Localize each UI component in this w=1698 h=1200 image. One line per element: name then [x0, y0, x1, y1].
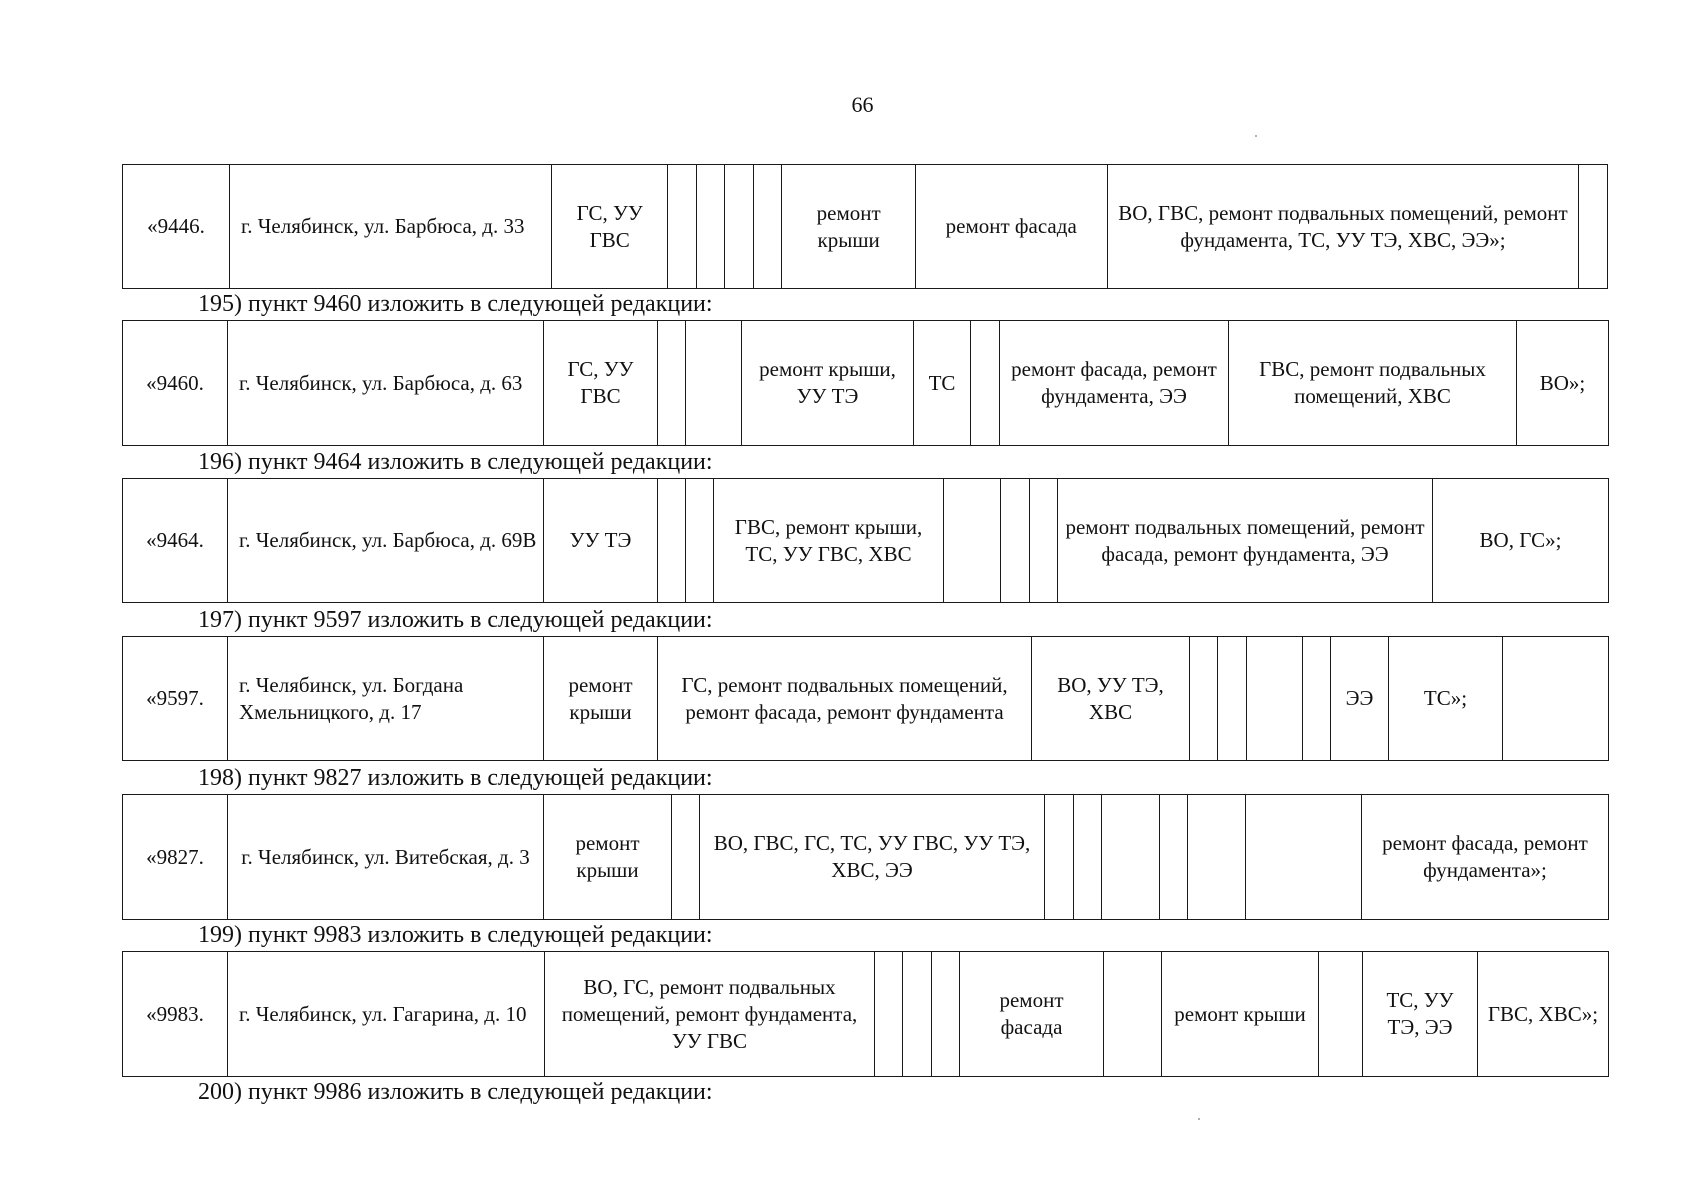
work-cell: УУ ТЭ — [544, 479, 658, 603]
work-cell: ремонт крыши — [1162, 952, 1319, 1077]
record-number: «9597. — [123, 637, 228, 761]
record-table-9460 — [122, 320, 1609, 446]
amendment-heading-198: 198) пункт 9827 изложить в следующей редакции: — [198, 765, 713, 791]
work-cell: ЭЭ — [1331, 637, 1389, 761]
work-cell: ВО, ГВС, ГС, ТС, УУ ГВС, УУ ТЭ, ХВС, ЭЭ — [700, 795, 1045, 920]
amendment-heading-197: 197) пункт 9597 изложить в следующей редакции: — [198, 607, 713, 633]
empty-cell — [932, 952, 960, 1077]
scan-speck — [1198, 1118, 1200, 1120]
work-cell: ВО»; — [1517, 321, 1609, 446]
empty-cell — [903, 952, 932, 1077]
work-cell: ремонт фасада, ремонт фундамента, ЭЭ — [1000, 321, 1229, 446]
empty-cell — [1104, 952, 1162, 1077]
empty-cell — [1319, 952, 1363, 1077]
amendment-heading-196: 196) пункт 9464 изложить в следующей редакции: — [198, 449, 713, 475]
empty-cell — [686, 479, 714, 603]
record-number: «9827. — [123, 795, 228, 920]
record-table-9597 — [122, 636, 1609, 761]
empty-cell — [1303, 637, 1331, 761]
empty-cell — [1102, 795, 1160, 920]
work-cell: ГВС, ХВС»; — [1478, 952, 1609, 1077]
record-table-9983 — [122, 951, 1609, 1077]
work-cell: ремонт подвальных помещений, ремонт фасада, ремонт фундамента, ЭЭ — [1058, 479, 1433, 603]
work-cell: ГС, ремонт подвальных помещений, ремонт фасада, ремонт фундамента — [658, 637, 1032, 761]
scan-speck — [1255, 135, 1257, 137]
empty-cell — [725, 165, 754, 289]
work-cell: ремонт фасада — [960, 952, 1104, 1077]
empty-cell — [1503, 637, 1609, 761]
empty-cell — [1190, 637, 1218, 761]
record-address: г. Челябинск, ул. Витебская, д. 3 — [228, 795, 544, 920]
record-address: г. Челябинск, ул. Гагарина, д. 10 — [228, 952, 545, 1077]
work-cell: ВО, ГС»; — [1433, 479, 1609, 603]
work-cell: ВО, ГВС, ремонт подвальных помещений, ремонт фундамента, ТС, УУ ТЭ, ХВС, ЭЭ»; — [1107, 165, 1579, 289]
work-cell: ВО, ГС, ремонт подвальных помещений, ремонт фундамента, УУ ГВС — [545, 952, 875, 1077]
empty-cell — [875, 952, 903, 1077]
empty-cell — [668, 165, 697, 289]
empty-cell — [1074, 795, 1102, 920]
record-number: «9460. — [123, 321, 228, 446]
empty-cell — [672, 795, 700, 920]
empty-cell — [1001, 479, 1030, 603]
record-address: г. Челябинск, ул. Барбюса, д. 69В — [228, 479, 544, 603]
work-cell: ГС, УУ ГВС — [544, 321, 658, 446]
record-table-9464 — [122, 478, 1609, 603]
work-cell: ТС, УУ ТЭ, ЭЭ — [1363, 952, 1478, 1077]
work-cell: ремонт крыши — [782, 165, 916, 289]
empty-cell — [1045, 795, 1074, 920]
empty-cell — [1247, 637, 1303, 761]
work-cell: ремонт крыши — [544, 637, 658, 761]
record-table-9827 — [122, 794, 1609, 920]
work-cell: ГВС, ремонт подвальных помещений, ХВС — [1229, 321, 1517, 446]
page-number: 66 — [851, 92, 874, 117]
amendment-heading-200: 200) пункт 9986 изложить в следующей редакции: — [198, 1079, 713, 1105]
empty-cell — [658, 479, 686, 603]
work-cell: ремонт крыши, УУ ТЭ — [742, 321, 914, 446]
empty-cell — [1579, 165, 1608, 289]
work-cell: ВО, УУ ТЭ, ХВС — [1032, 637, 1190, 761]
empty-cell — [1246, 795, 1362, 920]
record-number: «9464. — [123, 479, 228, 603]
amendment-heading-195: 195) пункт 9460 изложить в следующей редакции: — [198, 291, 713, 317]
amendment-heading-199: 199) пункт 9983 изложить в следующей редакции: — [198, 922, 713, 948]
empty-cell — [686, 321, 742, 446]
record-table-9446 — [122, 164, 1608, 289]
empty-cell — [753, 165, 782, 289]
empty-cell — [696, 165, 725, 289]
record-address: г. Челябинск, ул. Богдана Хмельницкого, д. 17 — [228, 637, 544, 761]
record-address: г. Челябинск, ул. Барбюса, д. 63 — [228, 321, 544, 446]
record-number: «9446. — [123, 165, 230, 289]
empty-cell — [944, 479, 1001, 603]
record-address: г. Челябинск, ул. Барбюса, д. 33 — [230, 165, 552, 289]
empty-cell — [1030, 479, 1058, 603]
work-cell: ТС — [914, 321, 971, 446]
work-cell: ГВС, ремонт крыши, ТС, УУ ГВС, ХВС — [714, 479, 944, 603]
empty-cell — [971, 321, 1000, 446]
work-cell: ремонт фасада, ремонт фундамента»; — [1362, 795, 1609, 920]
work-cell: ГС, УУ ГВС — [552, 165, 668, 289]
empty-cell — [658, 321, 686, 446]
work-cell: ТС»; — [1389, 637, 1503, 761]
empty-cell — [1188, 795, 1246, 920]
record-number: «9983. — [123, 952, 228, 1077]
empty-cell — [1160, 795, 1188, 920]
work-cell: ремонт фасада — [915, 165, 1107, 289]
empty-cell — [1218, 637, 1247, 761]
work-cell: ремонт крыши — [544, 795, 672, 920]
